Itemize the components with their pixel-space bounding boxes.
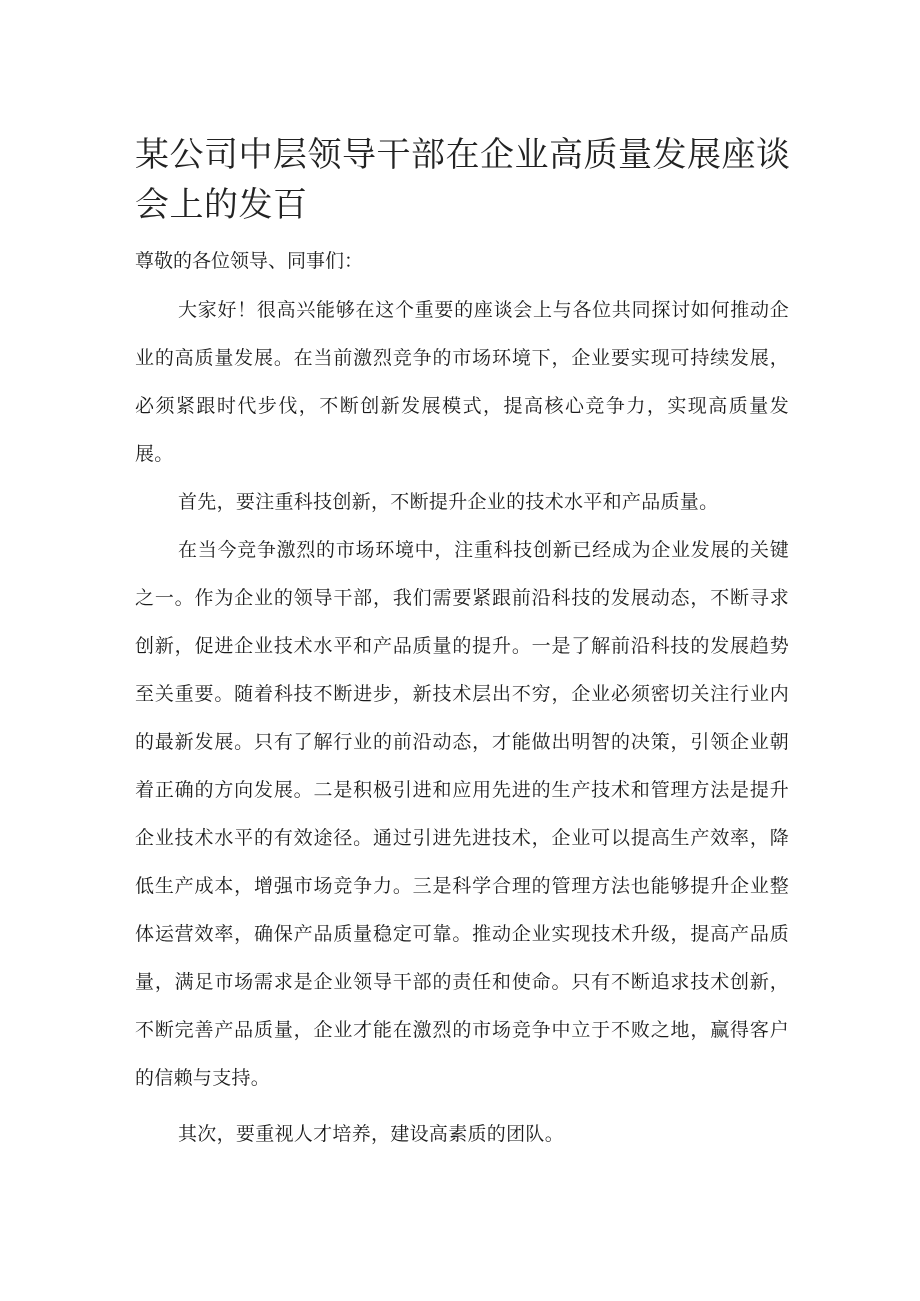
- body-paragraph: 首先，要注重科技创新，不断提升企业的技术水平和产品质量。: [178, 491, 719, 513]
- document-title: 某公司中层领导干部在企业高质量发展座谈会上的发百: [135, 135, 791, 225]
- body-paragraph: 在当今竞争激烈的市场环境中，注重科技创新已经成为企业发展的关键之一。作为企业的领导干部，我们需要紧跟前沿科技的发展动态，不断寻求创新，促进企业技术水平和产品质量的提升。一是了解前沿科技的发展趋势至关重要。随着科技不断进步，新技术层出不穷，企业必须密切关注行业内的最新发展。只有了解行业的前沿动态，才能做出明智的决策，引领企业朝着正确的方向发展。二是积极引进和应用先进的生产技术和管理方法是提升企业技术水平的有效途径。通过引进先进技术，企业可以提高生产效率，降低生产成本，增强市场竞争力。三是科学合理的管理方法也能够提升企业整体运营效率，确保产品质量稳定可靠。推动企业实现技术升级，提高产品质量，满足市场需求是企业领导干部的责任和使命。只有不断追求技术创新，不断完善产品质量，企业才能在激烈的市场竞争中立于不败之地，赢得客户的信赖与支持。: [135, 539, 789, 1089]
- body-paragraph: 其次，要重视人才培养，建设高素质的团队。: [178, 1123, 565, 1145]
- salutation: 尊敬的各位领导、同事们：: [135, 250, 364, 272]
- body-paragraph: 大家好！很高兴能够在这个重要的座谈会上与各位共同探讨如何推动企业的高质量发展。在当前激烈竞争的市场环境下，企业要实现可持续发展，必须紧跟时代步伐，不断创新发展模式，提高核心竞争力，实现高质量发展。: [135, 299, 789, 465]
